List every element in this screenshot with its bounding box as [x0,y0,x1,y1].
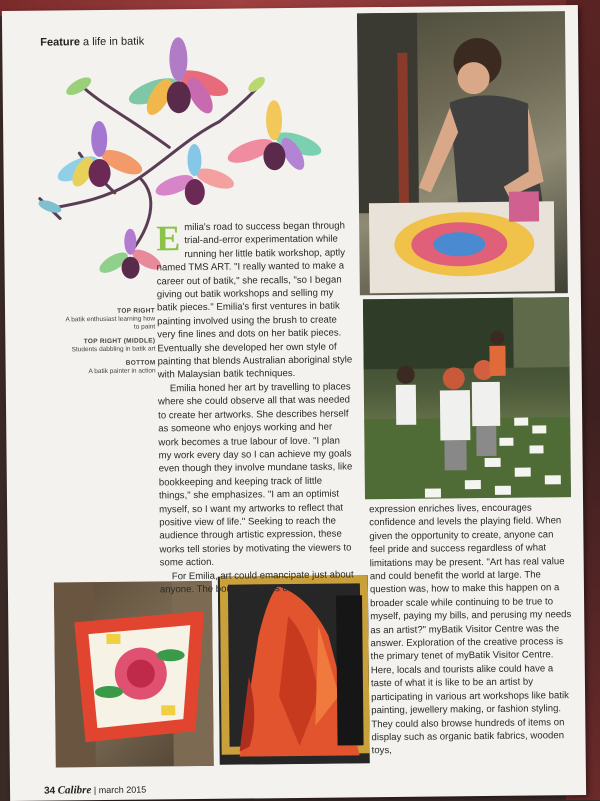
footer-separator: | [93,785,97,796]
photo-batik-scarf [54,581,214,768]
photo-captions [63,301,156,376]
article-column-2 [369,501,574,758]
caption-heading: TOP RIGHT [117,307,156,315]
article-paragraph: expression enriches lives, encourages confidence and levels the playing field. When given the opportunity to create, anyone can feel pride and success regardless of what limitations may be present. "Art has real value and could benefit the world at large. The question was, how to make this happen on a broader scale while continuing to be true to myself, paying my bills, and perusing my needs as an artist?" myBatik Visitor Centre was the answer. Exploration of the creative process is the primary tenet of myBatik Visitor Centre. Here, locals and tourists alike could have a taste of what it is like to be an artist by participating in various art workshops like batik painting, jewellery making, or fashion styling. They could also browse hundreds of items on display such as organic batik fabrics, wooden toys, [369,502,572,757]
magazine-page [2,5,586,801]
drop-cap: E [156,218,181,259]
caption-text: A batik painter in action [88,367,156,376]
section-title: a life in batik [82,35,145,49]
issue-date: march 2015 [98,784,147,796]
photo-batik-painter [218,575,370,765]
page-footer [44,784,146,797]
caption-heading: BOTTOM [125,359,156,367]
caption-heading: TOP RIGHT (MIDDLE) [83,337,156,346]
article-column-1 [156,219,356,596]
article-paragraph: For Emilia, art could emancipate just about anyone. The boundlessness of creative [159,568,354,596]
article-paragraph [156,219,354,382]
photo-students-batik [363,297,571,499]
photo-batik-enthusiast [357,11,568,295]
caption-text: Students dabbling in batik art [71,345,156,354]
page-number: 34 [43,785,56,797]
caption-text: A batik enthusiast learning how to paint [65,315,156,331]
section-label: Feature [40,36,81,49]
article-paragraph: Emilia honed her art by travelling to places where she could observe all that was needed to create her artworks. She describes herself as someone who enjoys working and her work becomes a true labour of love. "I plan my work every day so I can achieve my goals even though they involve mundane tasks, like bookkeeping and keeping track of little things," she emphasizes. "I am an optimist myself, so I want my artworks to reflect that positive view of life." Seeking to reach the audience through artistic expression, these works tell stories by motivating the viewers to some action. [157,381,353,569]
paragraph-text: milia's road to success began through trial-and-error experimentation while running her little batik workshop, aptly named TMS ART. "I really wanted to make a career out of batik," she recalls, "so I began giving out batik workshops and selling my batik pieces." Emilia's first ventures in batik painting involved using the brush to create very fine lines and dots on her batik pieces. Eventually she developed her own style of painting that blends Australian aboriginal style with Malaysian batik techniques. [156,220,353,381]
magazine-name: Calibre [57,784,92,797]
